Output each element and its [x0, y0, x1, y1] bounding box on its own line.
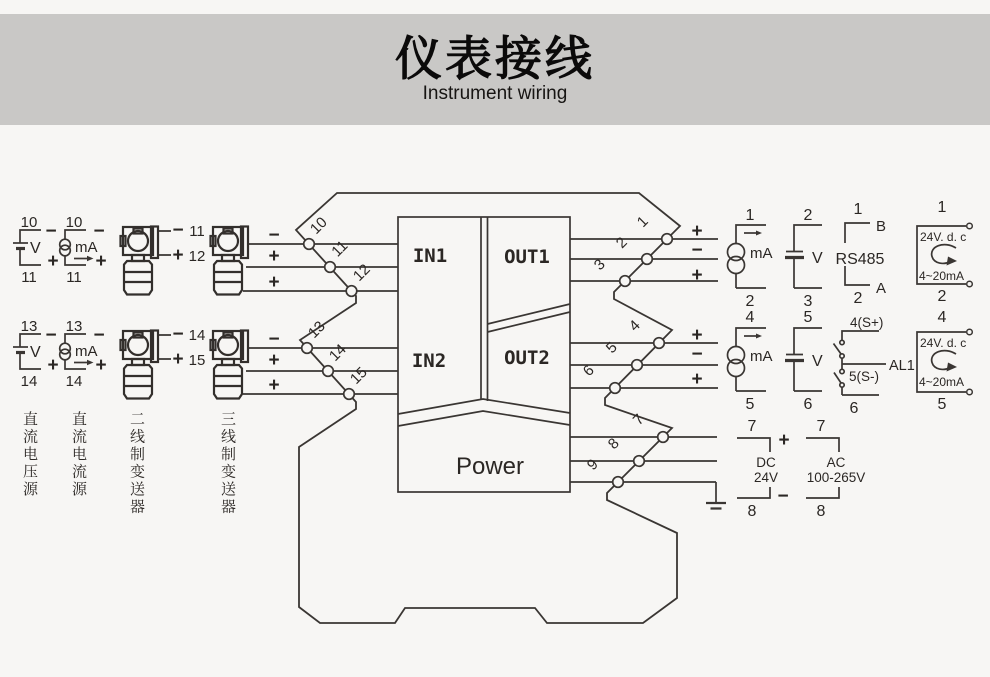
current-arrow-icon — [87, 256, 94, 261]
terminal-label: 2 — [853, 290, 863, 307]
minus-sign: − — [268, 329, 280, 350]
ammeter-label: mA — [75, 343, 98, 360]
minus-sign: − — [691, 344, 703, 365]
output-ma-meter-1 — [728, 207, 773, 310]
plus-sign: + — [691, 369, 703, 390]
voltmeter-label: V — [812, 250, 823, 267]
plus-sign: + — [268, 246, 280, 267]
output-ma-meter-2 — [728, 309, 773, 413]
terminal-label: 11 — [189, 223, 205, 240]
in2-label: IN2 — [411, 350, 447, 372]
plus-sign: + — [268, 375, 280, 396]
minus-sign: − — [691, 240, 703, 261]
ammeter-label: mA — [750, 245, 773, 262]
out2-label: OUT2 — [504, 347, 550, 369]
dc-voltage-source-1 — [13, 214, 59, 286]
loop-output-2 — [917, 309, 972, 413]
terminal-number: 11 — [328, 237, 352, 261]
terminal-label: 10 — [20, 214, 38, 231]
minus-sign: − — [777, 486, 789, 507]
terminal-label: 14 — [20, 373, 38, 390]
dc-label: DC — [756, 455, 776, 470]
rs485-a-label: A — [876, 280, 887, 297]
terminal-label: 2 — [937, 288, 947, 305]
terminal-label: 5 — [745, 396, 755, 413]
plus-sign: + — [691, 325, 703, 346]
dc-voltage-label: 24V — [753, 470, 779, 485]
terminal-label: 8 — [816, 503, 826, 520]
loop-supply-label: 24V. d. c — [920, 336, 967, 350]
terminal-label: 10 — [65, 214, 83, 231]
output-voltmeter-1 — [785, 207, 823, 310]
terminal-number: 4 — [625, 316, 644, 335]
terminal-label: 15 — [188, 352, 206, 369]
current-arrow-icon — [87, 360, 94, 365]
column-label-dc-voltage: 直流电压源 — [21, 411, 39, 499]
plus-sign: + — [95, 355, 107, 376]
terminal-label: 14 — [188, 327, 206, 344]
terminal-label: 8 — [747, 503, 757, 520]
current-arrow-icon — [756, 231, 762, 236]
plus-sign: + — [691, 265, 703, 286]
plus-sign: + — [778, 430, 790, 451]
terminal-label: 1 — [853, 201, 863, 218]
ammeter-label: mA — [750, 348, 773, 365]
minus-sign: − — [172, 220, 184, 241]
plus-sign: + — [172, 245, 184, 266]
minus-sign: − — [93, 325, 105, 346]
terminal-label: 11 — [21, 269, 37, 286]
terminal-number: 12 — [349, 260, 374, 285]
minus-sign: − — [45, 221, 57, 242]
minus-sign: − — [268, 225, 280, 246]
loop-supply-label: 24V. d. c — [920, 230, 967, 244]
three-wire-transmitter-icon — [211, 331, 249, 399]
minus-sign: − — [172, 324, 184, 345]
ac-voltage-label: 100-265V — [806, 470, 866, 485]
loop-signal-label: 4~20mA — [919, 375, 965, 389]
voltmeter-label: V — [30, 344, 41, 361]
terminal-label: 14 — [65, 373, 83, 390]
rs485-b-label: B — [876, 218, 887, 235]
rs485-port — [836, 201, 886, 307]
terminal-number: 15 — [346, 363, 371, 388]
two-wire-transmitter-icon — [121, 227, 159, 295]
dc-voltage-source-2 — [13, 318, 59, 390]
terminal-label: 4 — [745, 309, 755, 326]
rs485-label: RS485 — [835, 251, 885, 268]
terminal-number: 7 — [629, 410, 648, 429]
column-label-dc-current: 直流电流源 — [70, 411, 88, 499]
page-subtitle: Instrument wiring — [422, 83, 568, 105]
three-wire-transmitter-icon — [211, 227, 249, 295]
device-outline — [296, 193, 680, 623]
plus-sign: + — [172, 349, 184, 370]
output-polarity-marks — [691, 221, 702, 390]
alarm-label: AL1 — [889, 358, 915, 374]
terminal-label: 2 — [803, 207, 813, 224]
loop-output-1 — [917, 199, 972, 305]
minus-sign: − — [45, 325, 57, 346]
terminal-label: 11 — [66, 269, 82, 286]
power-label: Power — [455, 453, 525, 480]
terminal-label: 7 — [747, 418, 757, 435]
terminal-number: 13 — [304, 317, 329, 342]
terminal-label: 4 — [937, 309, 947, 326]
terminal-number: 8 — [604, 434, 623, 453]
page-title: 仪表接线 — [395, 31, 595, 85]
terminal-number: 5 — [602, 338, 621, 357]
alarm-sminus-label: 5(S-) — [849, 369, 879, 384]
terminal-number: 14 — [325, 340, 350, 365]
loop-signal-label: 4~20mA — [919, 269, 965, 283]
plus-sign: + — [47, 355, 59, 376]
terminal-number: 3 — [590, 255, 609, 274]
terminal-label: 13 — [65, 318, 83, 335]
terminal-label: 3 — [803, 293, 813, 310]
alarm-relay-al1 — [834, 315, 915, 417]
dc-current-source-1 — [60, 214, 107, 286]
output-voltmeter-2 — [785, 309, 823, 413]
plus-sign: + — [268, 272, 280, 293]
voltmeter-label: V — [30, 240, 41, 257]
voltmeter-label: V — [812, 353, 823, 370]
terminal-label: 5 — [937, 396, 947, 413]
plus-sign: + — [95, 251, 107, 272]
terminal-number: 2 — [612, 233, 631, 252]
terminal-label: 7 — [816, 418, 826, 435]
in1-label: IN1 — [412, 245, 448, 267]
terminal-label: 12 — [188, 248, 206, 265]
two-wire-terminal-labels-2 — [172, 324, 205, 370]
plus-sign: + — [47, 251, 59, 272]
ac-label: AC — [826, 455, 846, 470]
power-supply-ac — [806, 418, 865, 520]
terminal-label: 1 — [745, 207, 755, 224]
terminal-label: 6 — [803, 396, 813, 413]
terminal-number: 10 — [306, 213, 331, 238]
two-wire-transmitter-icon — [121, 331, 159, 399]
plus-sign: + — [268, 350, 280, 371]
current-arrow-icon — [756, 334, 762, 339]
terminal-number: 6 — [579, 361, 598, 380]
dc-current-source-2 — [60, 318, 107, 390]
alarm-splus-label: 4(S+) — [850, 315, 884, 330]
terminal-label: 2 — [745, 293, 755, 310]
terminal-number: 9 — [583, 455, 602, 474]
terminal-label: 6 — [849, 400, 859, 417]
ground-icon — [706, 503, 726, 509]
column-label-two-wire: 二线制变送器 — [128, 411, 146, 516]
power-supply-dc — [737, 418, 790, 520]
terminal-label: 13 — [20, 318, 38, 335]
loop-arrow-icon — [947, 257, 958, 266]
terminal-number: 1 — [633, 212, 652, 231]
plus-sign: + — [691, 221, 703, 242]
terminal-label: 1 — [937, 199, 947, 216]
out1-label: OUT1 — [504, 246, 550, 268]
two-wire-terminal-labels-1 — [172, 220, 205, 266]
ammeter-label: mA — [75, 239, 98, 256]
terminal-label: 5 — [803, 309, 813, 326]
loop-arrow-icon — [947, 363, 958, 372]
column-label-three-wire: 三线制变送器 — [219, 411, 237, 516]
input-polarity-marks — [268, 225, 279, 396]
minus-sign: − — [93, 221, 105, 242]
